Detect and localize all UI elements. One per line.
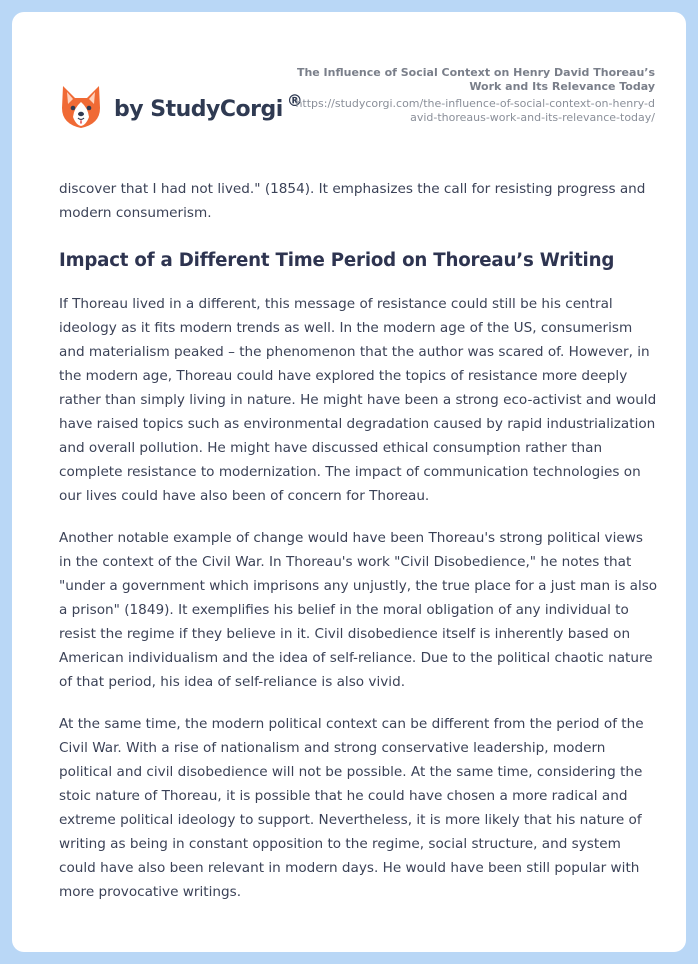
studycorgi-logo[interactable] xyxy=(60,76,302,138)
body-paragraph: Another notable example of change would have been Thoreau's strong political views in the context of the Civil War. In Thoreau's work "Civil Disobedience," he notes that "under a government which imprisons any unjustly, the true place for a just man is also a prison" (1849). It exemplifies his belief in the moral obligation of any individual to resist the regime if they believe in it. Civil disobedience itself is inherently based on American individualism and the idea of self-reliance. Due to the political chaotic nature of that period, his idea of self-reliance is also vivid. xyxy=(59,530,658,690)
document-page xyxy=(12,12,686,952)
body-paragraph: At the same time, the modern political context can be different from the period of the Civil War. With a rise of nationalism and strong conservative leadership, modern political and civil disobedience will not be possible. At the same time, considering the stoic nature of Thoreau, it is possible that he could have chosen a more radical and extreme political ideology to support. Nevertheless, it is more likely that his nature of writing as being in constant opposition to the regime, social structure, and system could have also been relevant in modern days. He would have been still popular with more provocative writings. xyxy=(59,716,644,900)
reference-url[interactable]: https://studycorgi.com/the-influence-of-social-context-on-henry-david-thoreaus-work-and-its-relevance-today/ xyxy=(295,97,655,124)
section-heading: Impact of a Different Time Period on Thoreau’s Writing xyxy=(59,250,615,271)
document-body xyxy=(59,177,659,922)
corgi-logo-icon xyxy=(60,84,102,130)
document-reference xyxy=(295,66,655,125)
intro-paragraph: discover that I had not lived." (1854). It emphasizes the call for resisting progress and modern consumerism. xyxy=(59,181,646,221)
body-paragraph: If Thoreau lived in a different, this message of resistance could still be his central ideology as it fits modern trends as well. In the modern age of the US, consumerism and materialism peaked – the phenomenon that the author was scared of. However, in the modern age, Thoreau could have explored the topics of resistance more deeply rather than simply living in nature. He might have been a strong eco-activist and would have raised topics such as environmental degradation caused by rapid industrialization and overall pollution. He might have discussed ethical consumption rather than complete resistance to modernization. The impact of communication technologies on our lives could have also been of concern for Thoreau. xyxy=(59,296,657,504)
registered-mark: ® xyxy=(286,90,303,110)
logo-text: by StudyCorgi ® xyxy=(114,90,303,122)
reference-title: The Influence of Social Context on Henry David Thoreau’s Work and Its Relevance Today xyxy=(296,66,655,93)
